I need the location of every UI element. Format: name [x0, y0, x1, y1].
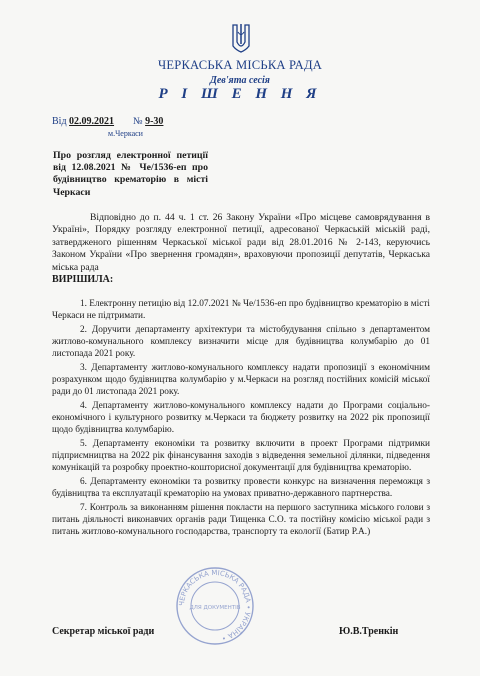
- decision-item: 7. Контроль за виконанням рішення покласти на першого заступника міського голови з питань діяльності виконавчих органів ради Тищенка С.О. та постійну комісію міської ради з питань житлово-комунального господарства, транспорту та екології (Батир Р.А.): [52, 502, 430, 537]
- stamp-ring-text: ЧЕРКАСЬКА МІСЬКА РАДА • УКРАЇНА •: [177, 568, 253, 643]
- stamp-center-text: ДЛЯ ДОКУМЕНТІВ: [189, 605, 241, 611]
- date-prefix: Від: [52, 116, 67, 127]
- number-prefix: №: [133, 116, 143, 127]
- decision-item: 6. Департаменту економіки та розвитку провести конкурс на визначення переможця з будівництва та експлуатації крематорію на умовах приватно-державного партнерства.: [52, 476, 430, 499]
- decision-item: 3. Департаменту житлово-комунального комплексу надати пропозиції з економічним розрахунком щодо будівництва колумбарію у м.Черкаси на розгляд постійних комісій міської ради до 01 листопада 2021 року.: [52, 362, 430, 398]
- session-name: Дев'ята сесія: [210, 75, 270, 86]
- decision-item: 5. Департаменту економіки та розвитку включити в проект Програми підтримки підприємництва на 2022 рік фінансування заходів з відведення земельної ділянки, підведення комунікацій та розробку проектно-кошторисної документації для будівництва крематорію.: [52, 438, 430, 474]
- decision-number: 9-30: [145, 116, 164, 127]
- signatory-name: Ю.В.Тренкін: [339, 626, 399, 637]
- trident-icon: [231, 22, 251, 54]
- decision-item: 4. Департаменту житлово-комунального комплексу надати до Програми соціально-економічного і культурного розвитку м.Черкаси та бюджету розвитку на 2022 рік пропозиції щодо будівництва колумбарію.: [52, 400, 430, 436]
- city: м.Черкаси: [108, 129, 143, 138]
- decision-subject: Про розгляд електронної петиції від 12.08.2021 № Че/1536-еп про будівництво крематорію в місті Черкаси: [53, 150, 208, 198]
- signatory-position: Секретар міської ради: [52, 626, 155, 637]
- decision-item: 1. Електронну петицію від 12.07.2021 № Че/1536-еп про будівництво крематорію в місті Черкаси не підтримати.: [52, 299, 430, 322]
- decision-items: [52, 298, 430, 540]
- resolved-heading: ВИРІШИЛА:: [52, 274, 114, 285]
- preamble: Відповідно до п. 44 ч. 1 ст. 26 Закону України «Про місцеве самоврядування в Україні», Порядку розгляду електронної петиції, адресованої Черкаській міській раді, затвердженого рішенням Черкаської міської ради від 28.01.2016 № 2-143, керуючись Законом України «Про звернення громадян», враховуючи пропозиції депутатів, Черкаська міська рада: [52, 212, 430, 273]
- date-number-line: [52, 116, 163, 127]
- document-type: Р І Ш Е Н Н Я: [158, 86, 322, 102]
- council-name: ЧЕРКАСЬКА МІСЬКА РАДА: [157, 58, 323, 72]
- official-stamp: [175, 566, 255, 646]
- decision-item: 2. Доручити департаменту архітектури та містобудування спільно з департаментом житлово-комунального комплексу визначити місце для будівництва колумбарію до 01 листопада 2021 року.: [52, 324, 430, 360]
- decision-date: 02.09.2021: [69, 116, 115, 127]
